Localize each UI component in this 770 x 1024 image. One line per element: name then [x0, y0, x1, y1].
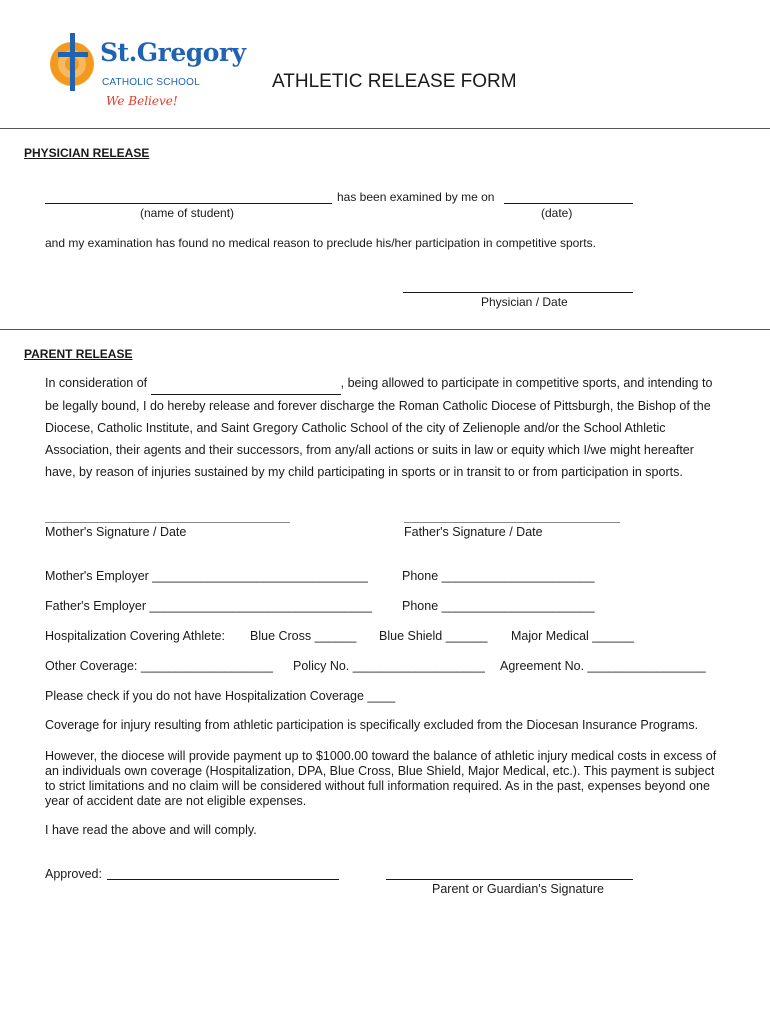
- payment-line-2: an individuals own coverage (Hospitalization, DPA, Blue Cross, Blue Shield, Major Medical, etc.). This payment is subject: [45, 764, 715, 778]
- release-line-2: be legally bound, I do hereby release and forever discharge the Roman Catholic Diocese of Pittsburgh, the Bishop of the: [45, 399, 711, 413]
- hospitalization-label: Hospitalization Covering Athlete:: [45, 629, 225, 643]
- blue-shield-field[interactable]: Blue Shield ______: [379, 629, 488, 643]
- policy-number-field[interactable]: Policy No. ___________________: [293, 659, 485, 673]
- logo-tagline: We Believe!: [106, 94, 178, 108]
- exam-date-line[interactable]: [504, 203, 633, 204]
- parent-heading: PARENT RELEASE: [24, 347, 133, 361]
- mother-signature-line[interactable]: [45, 522, 290, 523]
- release-line-5: have, by reason of injuries sustained by my child participating in sports or in transit to or from participation in sports.: [45, 465, 683, 479]
- examined-text: has been examined by me on: [337, 190, 495, 204]
- form-title: ATHLETIC RELEASE FORM: [272, 71, 517, 92]
- child-name-line[interactable]: [151, 372, 341, 395]
- approved-label: Approved:: [45, 867, 102, 881]
- father-phone-field[interactable]: Phone ______________________: [402, 599, 595, 613]
- comply-statement: I have read the above and will comply.: [45, 823, 257, 837]
- blue-cross-field[interactable]: Blue Cross ______: [250, 629, 357, 643]
- logo-subtitle: CATHOLIC SCHOOL: [102, 77, 200, 88]
- father-employer-field[interactable]: Father's Employer ________________________________: [45, 599, 372, 613]
- date-caption: (date): [541, 206, 573, 220]
- mother-signature-caption: Mother's Signature / Date: [45, 525, 187, 539]
- other-coverage-field[interactable]: Other Coverage: ___________________: [45, 659, 273, 673]
- physician-heading: PHYSICIAN RELEASE: [24, 146, 150, 160]
- payment-paragraph: [45, 749, 735, 809]
- cross-sun-icon: [44, 30, 104, 92]
- payment-line-3: to strict limitations and no claim will be considered without full information required. As in the past, expenses beyond one: [45, 779, 710, 793]
- major-medical-field[interactable]: Major Medical ______: [511, 629, 634, 643]
- excluded-note: Coverage for injury resulting from athletic participation is specifically excluded from the Diocesan Insurance Programs.: [45, 718, 699, 732]
- consideration-suffix: , being allowed to participate in competitive sports, and intending to: [340, 376, 713, 390]
- approved-line[interactable]: [107, 879, 339, 880]
- guardian-caption: Parent or Guardian's Signature: [432, 882, 604, 896]
- student-caption: (name of student): [140, 206, 235, 220]
- physician-signature-line[interactable]: [403, 292, 633, 293]
- physician-caption: Physician / Date: [481, 295, 568, 309]
- mother-employer-field[interactable]: Mother's Employer _______________________________: [45, 569, 368, 583]
- logo-name: St.Gregory: [100, 38, 246, 67]
- payment-line-1: However, the diocese will provide payment up to $1000.00 toward the balance of athletic injury medical costs in excess of: [45, 749, 717, 763]
- divider-middle: [0, 329, 770, 330]
- father-signature-line[interactable]: [404, 522, 620, 523]
- consideration-prefix: In consideration of: [45, 376, 148, 390]
- release-paragraph: [45, 372, 735, 483]
- no-hospitalization-check[interactable]: Please check if you do not have Hospitalization Coverage ____: [45, 689, 396, 703]
- divider-top: [0, 128, 770, 129]
- release-line-3: Diocese, Catholic Institute, and Saint Gregory Catholic School of the city of Zelienople and/or the School Athletic: [45, 421, 666, 435]
- school-logo: [44, 30, 246, 118]
- student-name-line[interactable]: [45, 203, 332, 204]
- father-signature-caption: Father's Signature / Date: [404, 525, 543, 539]
- payment-line-4: year of accident date are not eligible expenses.: [45, 794, 307, 808]
- physician-statement: and my examination has found no medical reason to preclude his/her participation in competitive sports.: [45, 236, 596, 250]
- release-line-4: Association, their agents and their successors, from any/all actions or suits in law or equity which I/we might hereafter: [45, 443, 694, 457]
- agreement-number-field[interactable]: Agreement No. _________________: [500, 659, 706, 673]
- mother-phone-field[interactable]: Phone ______________________: [402, 569, 595, 583]
- guardian-signature-line[interactable]: [386, 879, 633, 880]
